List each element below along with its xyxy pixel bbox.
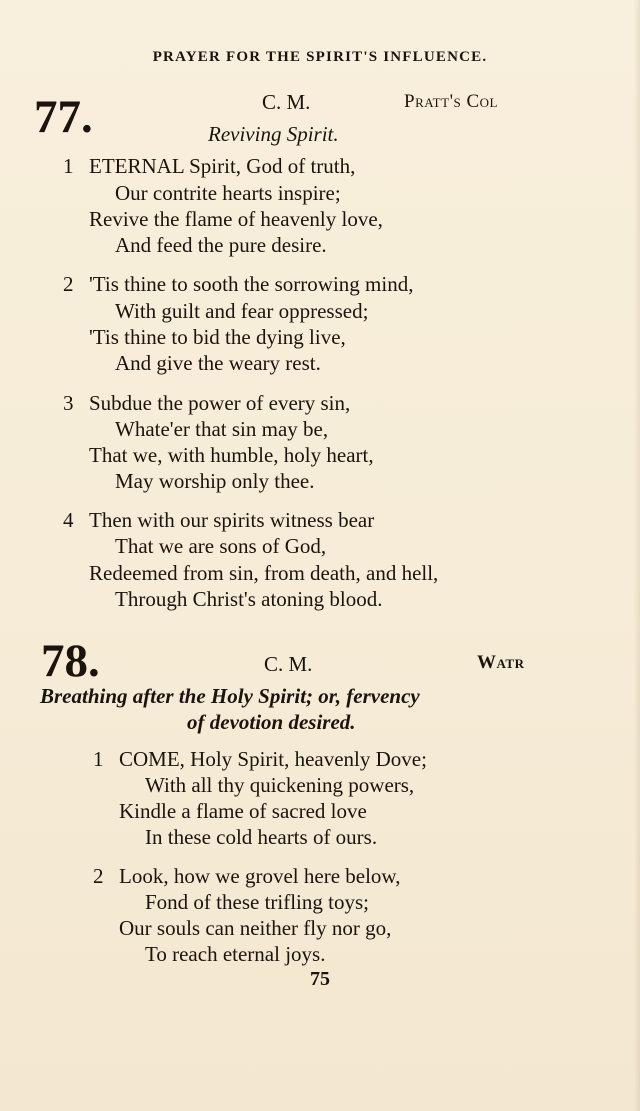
hymn-78-meter: C. M. [264,652,313,676]
hymn-77-verse-4-line-4: Through Christ's atoning blood. [115,587,383,611]
hymn-77-verse-1-line-1: ETERNAL Spirit, God of truth, [89,154,356,178]
hymn-77-verse-3-line-1: Subdue the power of every sin, [89,391,351,415]
hymn-77-verse-2-line-1: 'Tis thine to sooth the sorrowing mind, [89,272,414,296]
page-header: PRAYER FOR THE SPIRIT'S INFLUENCE. [152,49,488,65]
hymn-77-verse-1-number: 1 [63,154,74,178]
hymn-77-verse-2-line-3: 'Tis thine to bid the dying live, [89,325,346,349]
hymn-77-verse-2-number: 2 [63,272,74,296]
page-number: 75 [310,968,330,990]
hymn-77-verse-1-line-2: Our contrite hearts inspire; [115,181,341,205]
hymn-77-verse-4-line-2: That we are sons of God, [115,534,327,558]
hymn-78-verse-1-line-4: In these cold hearts of ours. [145,825,378,849]
hymn-78-verse-1-number: 1 [93,747,104,771]
hymn-78-verse-1-line-3: Kindle a flame of sacred love [119,799,367,823]
hymn-77-verse-3-number: 3 [63,391,74,415]
hymn-78-verse-2-line-4: To reach eternal joys. [145,942,326,966]
hymn-77-verse-3-line-3: That we, with humble, holy heart, [89,443,374,467]
hymn-77-verse-4-line-3: Redeemed from sin, from death, and hell, [89,561,439,585]
hymn-78-verse-2-line-3: Our souls can neither fly nor go, [119,916,392,940]
hymn-78-tune: Watr [477,652,525,673]
hymn-78-verse-1-line-2: With all thy quickening powers, [145,773,415,797]
hymn-78-verse-2-number: 2 [93,864,104,888]
hymn-78-verse-1-line-1: COME, Holy Spirit, heavenly Dove; [119,747,427,771]
hymn-77-verse-2-line-2: With guilt and fear oppressed; [115,299,369,323]
hymn-77-number: 77. [34,91,93,143]
hymn-78-subtitle-line-2: of devotion desired. [187,710,356,734]
hymn-77-subtitle: Reviving Spirit. [208,122,339,146]
hymn-78-verse-2-line-1: Look, how we grovel here below, [119,864,401,888]
page-edge-shadow [634,0,640,1111]
hymn-77-verse-3-line-4: May worship only thee. [115,469,315,493]
hymn-77-verse-4-number: 4 [63,508,74,532]
hymn-77-meter: C. M. [262,90,311,114]
hymn-77-verse-2-line-4: And give the weary rest. [115,351,321,375]
hymn-78-number: 78. [41,635,100,687]
hymn-77-verse-1-line-4: And feed the pure desire. [115,233,327,257]
hymn-77-tune: Pratt's Col [404,91,498,112]
hymn-78-subtitle-line-1: Breathing after the Holy Spirit; or, fervency [40,684,420,708]
hymn-77-verse-4-line-1: Then with our spirits witness bear [89,508,375,532]
hymn-78-verse-2-line-2: Fond of these trifling toys; [145,890,369,914]
hymn-77-verse-3-line-2: Whate'er that sin may be, [115,417,329,441]
hymn-77-verse-1-line-3: Revive the flame of heavenly love, [89,207,383,231]
